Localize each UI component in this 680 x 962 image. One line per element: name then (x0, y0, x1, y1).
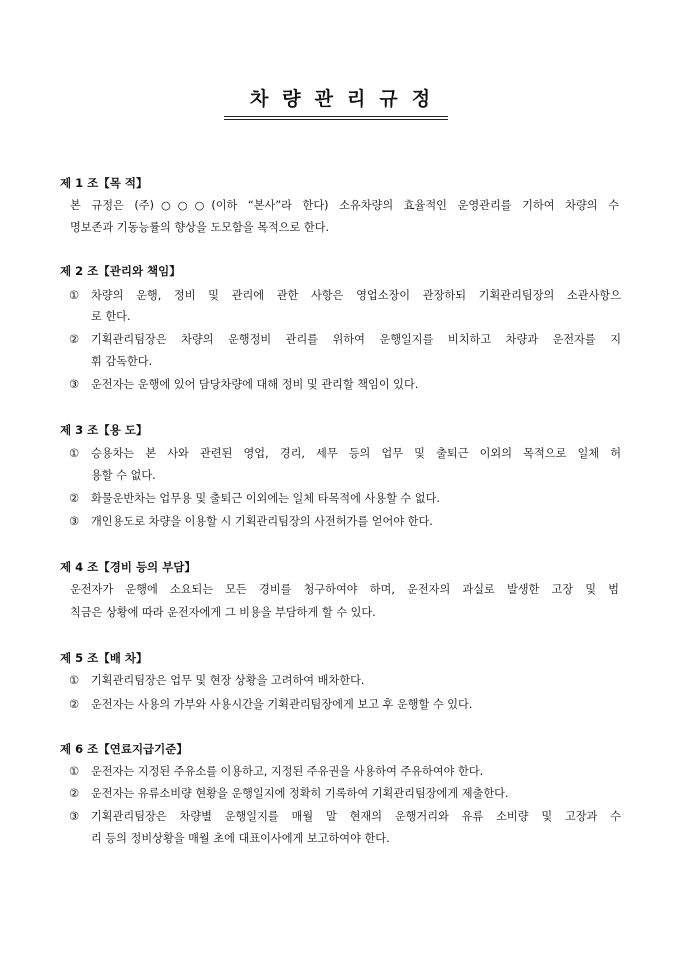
article-text-line: 본 규정은 (주)○○○(이하 “본사”라 한다) 소유차량의 효율적인 운영관리를 기하여 차량의 수 (70, 199, 619, 212)
item-text-line: 승용차는 본 사와 관련된 영업, 경리, 세무 등의 업무 및 출퇴근 이외의 목적으로 일체 허 (91, 447, 621, 460)
article-heading: 제 6 조【연료지급기준】 (60, 742, 188, 756)
article-text-line: 칙금은 상황에 따라 운전자에게 그 비용을 부담하게 할 수 있다. (70, 606, 376, 619)
item-number: ③ (69, 810, 80, 823)
item-number: ① (69, 447, 80, 460)
item-text-line: 운전자는 사용의 가부와 사용시간을 기획관리팀장에게 보고 후 운행할 수 있다. (91, 698, 473, 711)
article-heading: 제 3 조【용 도】 (60, 423, 148, 437)
item-number: ① (69, 765, 80, 778)
item-text-line: 로 한다. (91, 310, 131, 323)
item-number: ② (69, 698, 80, 711)
article-text-line: 운전자가 운행에 소요되는 모든 경비를 청구하여야 하며, 운전자의 과실로 발생한 고장 및 범 (70, 583, 619, 596)
item-text-line: 기획관리팀장은 차량별 운행일지를 매월 말 현재의 운행거리와 유류 소비량 및 고장과 수 (91, 810, 621, 823)
item-number: ② (69, 787, 80, 800)
item-number: ③ (69, 378, 80, 391)
title-underline-bottom (224, 119, 448, 120)
item-text-line: 휘 감독한다. (91, 355, 153, 368)
article-heading: 제 2 조【관리와 책임】 (60, 264, 181, 278)
title-block (0, 86, 680, 112)
article-heading: 제 4 조【경비 등의 부담】 (60, 560, 196, 574)
item-text-line: 차량의 운행, 정비 및 관리에 관한 사항은 영업소장이 관장하되 기획관리팀장의 소관사항으 (91, 289, 621, 302)
item-text-line: 개인용도로 차량을 이용할 시 기획관리팀장의 사전허가를 얻어야 한다. (91, 515, 433, 528)
article-text-line: 명보존과 기동능률의 향상을 도모함을 목적으로 한다. (70, 221, 330, 234)
item-text-line: 용할 수 없다. (91, 469, 156, 482)
item-text-line: 운전자는 운행에 있어 담당차량에 대해 정비 및 관리할 책임이 있다. (91, 378, 419, 391)
item-number: ③ (69, 515, 80, 528)
item-text-line: 기획관리팀장은 차량의 운행정비 관리를 위하여 운행일지를 비치하고 차량과 운전자를 지 (91, 333, 621, 346)
item-text-line: 리 등의 정비상황을 매월 초에 대표이사에게 보고하여야 한다. (91, 832, 390, 845)
document-title: 차량관리규정 (249, 88, 445, 110)
item-text-line: 운전자는 지정된 주유소를 이용하고, 지정된 주유권을 사용하여 주유하여야 한다. (91, 765, 484, 778)
item-number: ② (69, 492, 80, 505)
item-text-line: 운전자는 유류소비량 현황을 운행일지에 정확히 기록하여 기획관리팀장에게 제출한다. (91, 787, 509, 800)
item-text-line: 화물운반차는 업무용 및 출퇴근 이외에는 일체 타목적에 사용할 수 없다. (91, 492, 440, 505)
item-number: ① (69, 674, 80, 687)
item-number: ① (69, 289, 80, 302)
article-heading: 제 1 조【목 적】 (60, 176, 148, 190)
item-number: ② (69, 333, 80, 346)
article-heading: 제 5 조【배 차】 (60, 651, 148, 665)
item-text-line: 기획관리팀장은 업무 및 현장 상황을 고려하여 배차한다. (91, 674, 365, 687)
title-underline-top (224, 116, 448, 117)
